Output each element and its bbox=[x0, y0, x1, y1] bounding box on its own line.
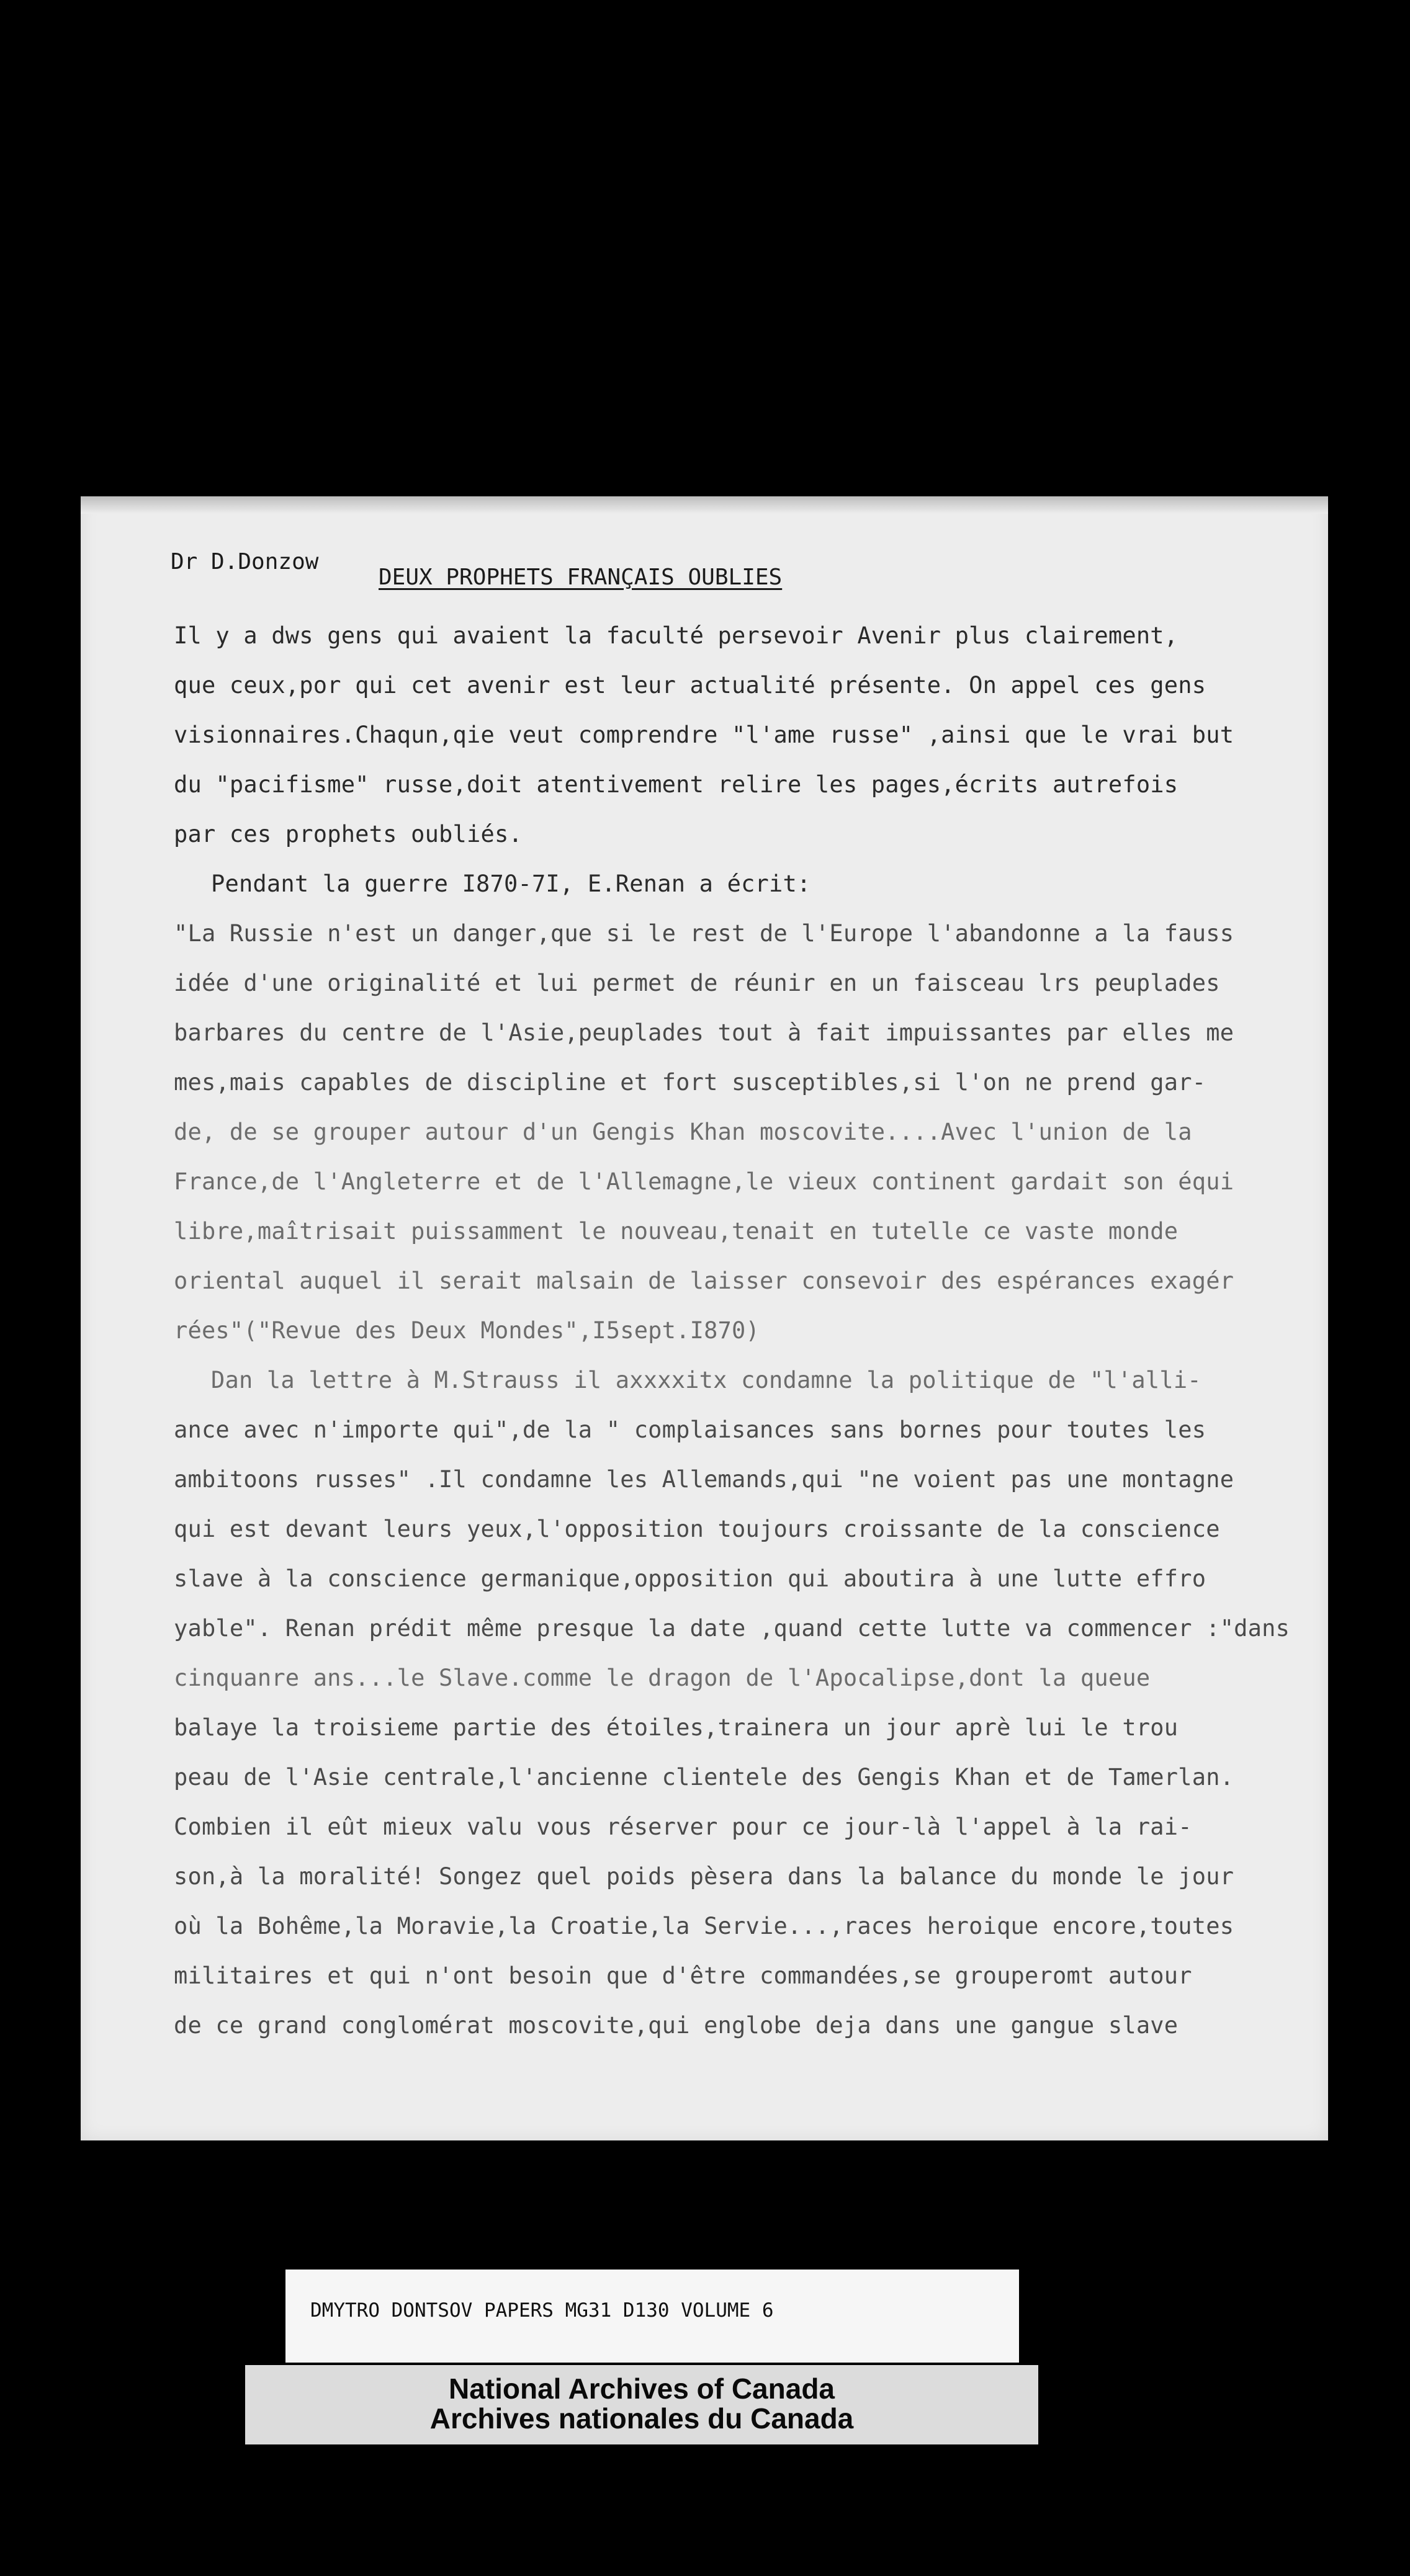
page-top-edge bbox=[81, 496, 1328, 514]
text-line: yable". Renan prédit même presque la date ,quand cette lutte va commencer :"dans bbox=[174, 1615, 1290, 1642]
text-line: militaires et qui n'ont besoin que d'être commandées,se grouperomt autour bbox=[174, 1962, 1192, 1989]
document-body bbox=[174, 611, 1309, 2051]
text-line: rées"("Revue des Deux Mondes",I5sept.I870) bbox=[174, 1317, 760, 1344]
text-line: cinquanre ans...le Slave.comme le dragon de l'Apocalipse,dont la queue bbox=[174, 1665, 1151, 1691]
text-line: de, de se grouper autour d'un Gengis Khan moscovite....Avec l'union de la bbox=[174, 1119, 1192, 1145]
text-line: visionnaires.Chaqun,qie veut comprendre "l'ame russe" ,ainsi que le vrai but bbox=[174, 722, 1234, 748]
text-line: "La Russie n'est un danger,que si le rest de l'Europe l'abandonne a la fauss bbox=[174, 920, 1234, 947]
text-line: Dan la lettre à M.Strauss il axxxxitx condamne la politique de "l'alli- bbox=[211, 1367, 1201, 1393]
text-line: ance avec n'importe qui",de la " complaisances sans bornes pour toutes les bbox=[174, 1416, 1206, 1443]
text-line: Combien il eût mieux valu vous réserver pour ce jour-là l'appel à la rai- bbox=[174, 1813, 1192, 1840]
archive-name-french: Archives nationales du Canada bbox=[429, 2402, 854, 2435]
document-title: DEUX PROPHETS FRANÇAIS OUBLIES bbox=[379, 565, 783, 590]
text-line: Pendant la guerre I870-7I, E.Renan a écrit: bbox=[211, 870, 811, 897]
text-line: où la Bohême,la Moravie,la Croatie,la Servie...,races heroique encore,toutes bbox=[174, 1913, 1234, 1939]
collection-label bbox=[285, 2270, 1019, 2363]
text-line: Il y a dws gens qui avaient la faculté persevoir Avenir plus clairement, bbox=[174, 622, 1179, 649]
text-line: du "pacifisme" russe,doit atentivement relire les pages,écrits autrefois bbox=[174, 771, 1179, 798]
text-line: son,à la moralité! Songez quel poids pèsera dans la balance du monde le jour bbox=[174, 1863, 1234, 1890]
text-line: par ces prophets oubliés. bbox=[174, 821, 523, 847]
text-line: mes,mais capables de discipline et fort susceptibles,si l'on ne prend gar- bbox=[174, 1069, 1206, 1096]
archive-stamp bbox=[245, 2365, 1038, 2444]
document-page bbox=[81, 496, 1328, 2140]
text-line: libre,maîtrisait puissamment le nouveau,tenait en tutelle ce vaste monde bbox=[174, 1218, 1179, 1245]
text-line: de ce grand conglomérat moscovite,qui englobe deja dans une gangue slave bbox=[174, 2012, 1179, 2039]
text-line: balaye la troisieme partie des étoiles,trainera un jour aprè lui le trou bbox=[174, 1714, 1179, 1741]
collection-label-text: DMYTRO DONTSOV PAPERS MG31 D130 VOLUME 6 bbox=[310, 2299, 774, 2322]
text-line: France,de l'Angleterre et de l'Allemagne,le vieux continent gardait son équi bbox=[174, 1168, 1234, 1195]
archive-name-english: National Archives of Canada bbox=[448, 2373, 835, 2405]
text-line: barbares du centre de l'Asie,peuplades tout à fait impuissantes par elles me bbox=[174, 1019, 1234, 1046]
text-line: oriental auquel il serait malsain de laisser consevoir des espérances exagér bbox=[174, 1268, 1234, 1294]
text-line: ambitoons russes" .Il condamne les Allemands,qui "ne voient pas une montagne bbox=[174, 1466, 1234, 1493]
author-name: Dr D.Donzow bbox=[171, 549, 319, 575]
text-line: peau de l'Asie centrale,l'ancienne clientele des Gengis Khan et de Tamerlan. bbox=[174, 1764, 1234, 1791]
text-line: qui est devant leurs yeux,l'opposition toujours croissante de la conscience bbox=[174, 1516, 1220, 1542]
text-line: slave à la conscience germanique,opposition qui aboutira à une lutte effro bbox=[174, 1565, 1206, 1592]
text-line: idée d'une originalité et lui permet de réunir en un faisceau lrs peuplades bbox=[174, 970, 1220, 996]
text-line: que ceux,por qui cet avenir est leur actualité présente. On appel ces gens bbox=[174, 672, 1206, 699]
